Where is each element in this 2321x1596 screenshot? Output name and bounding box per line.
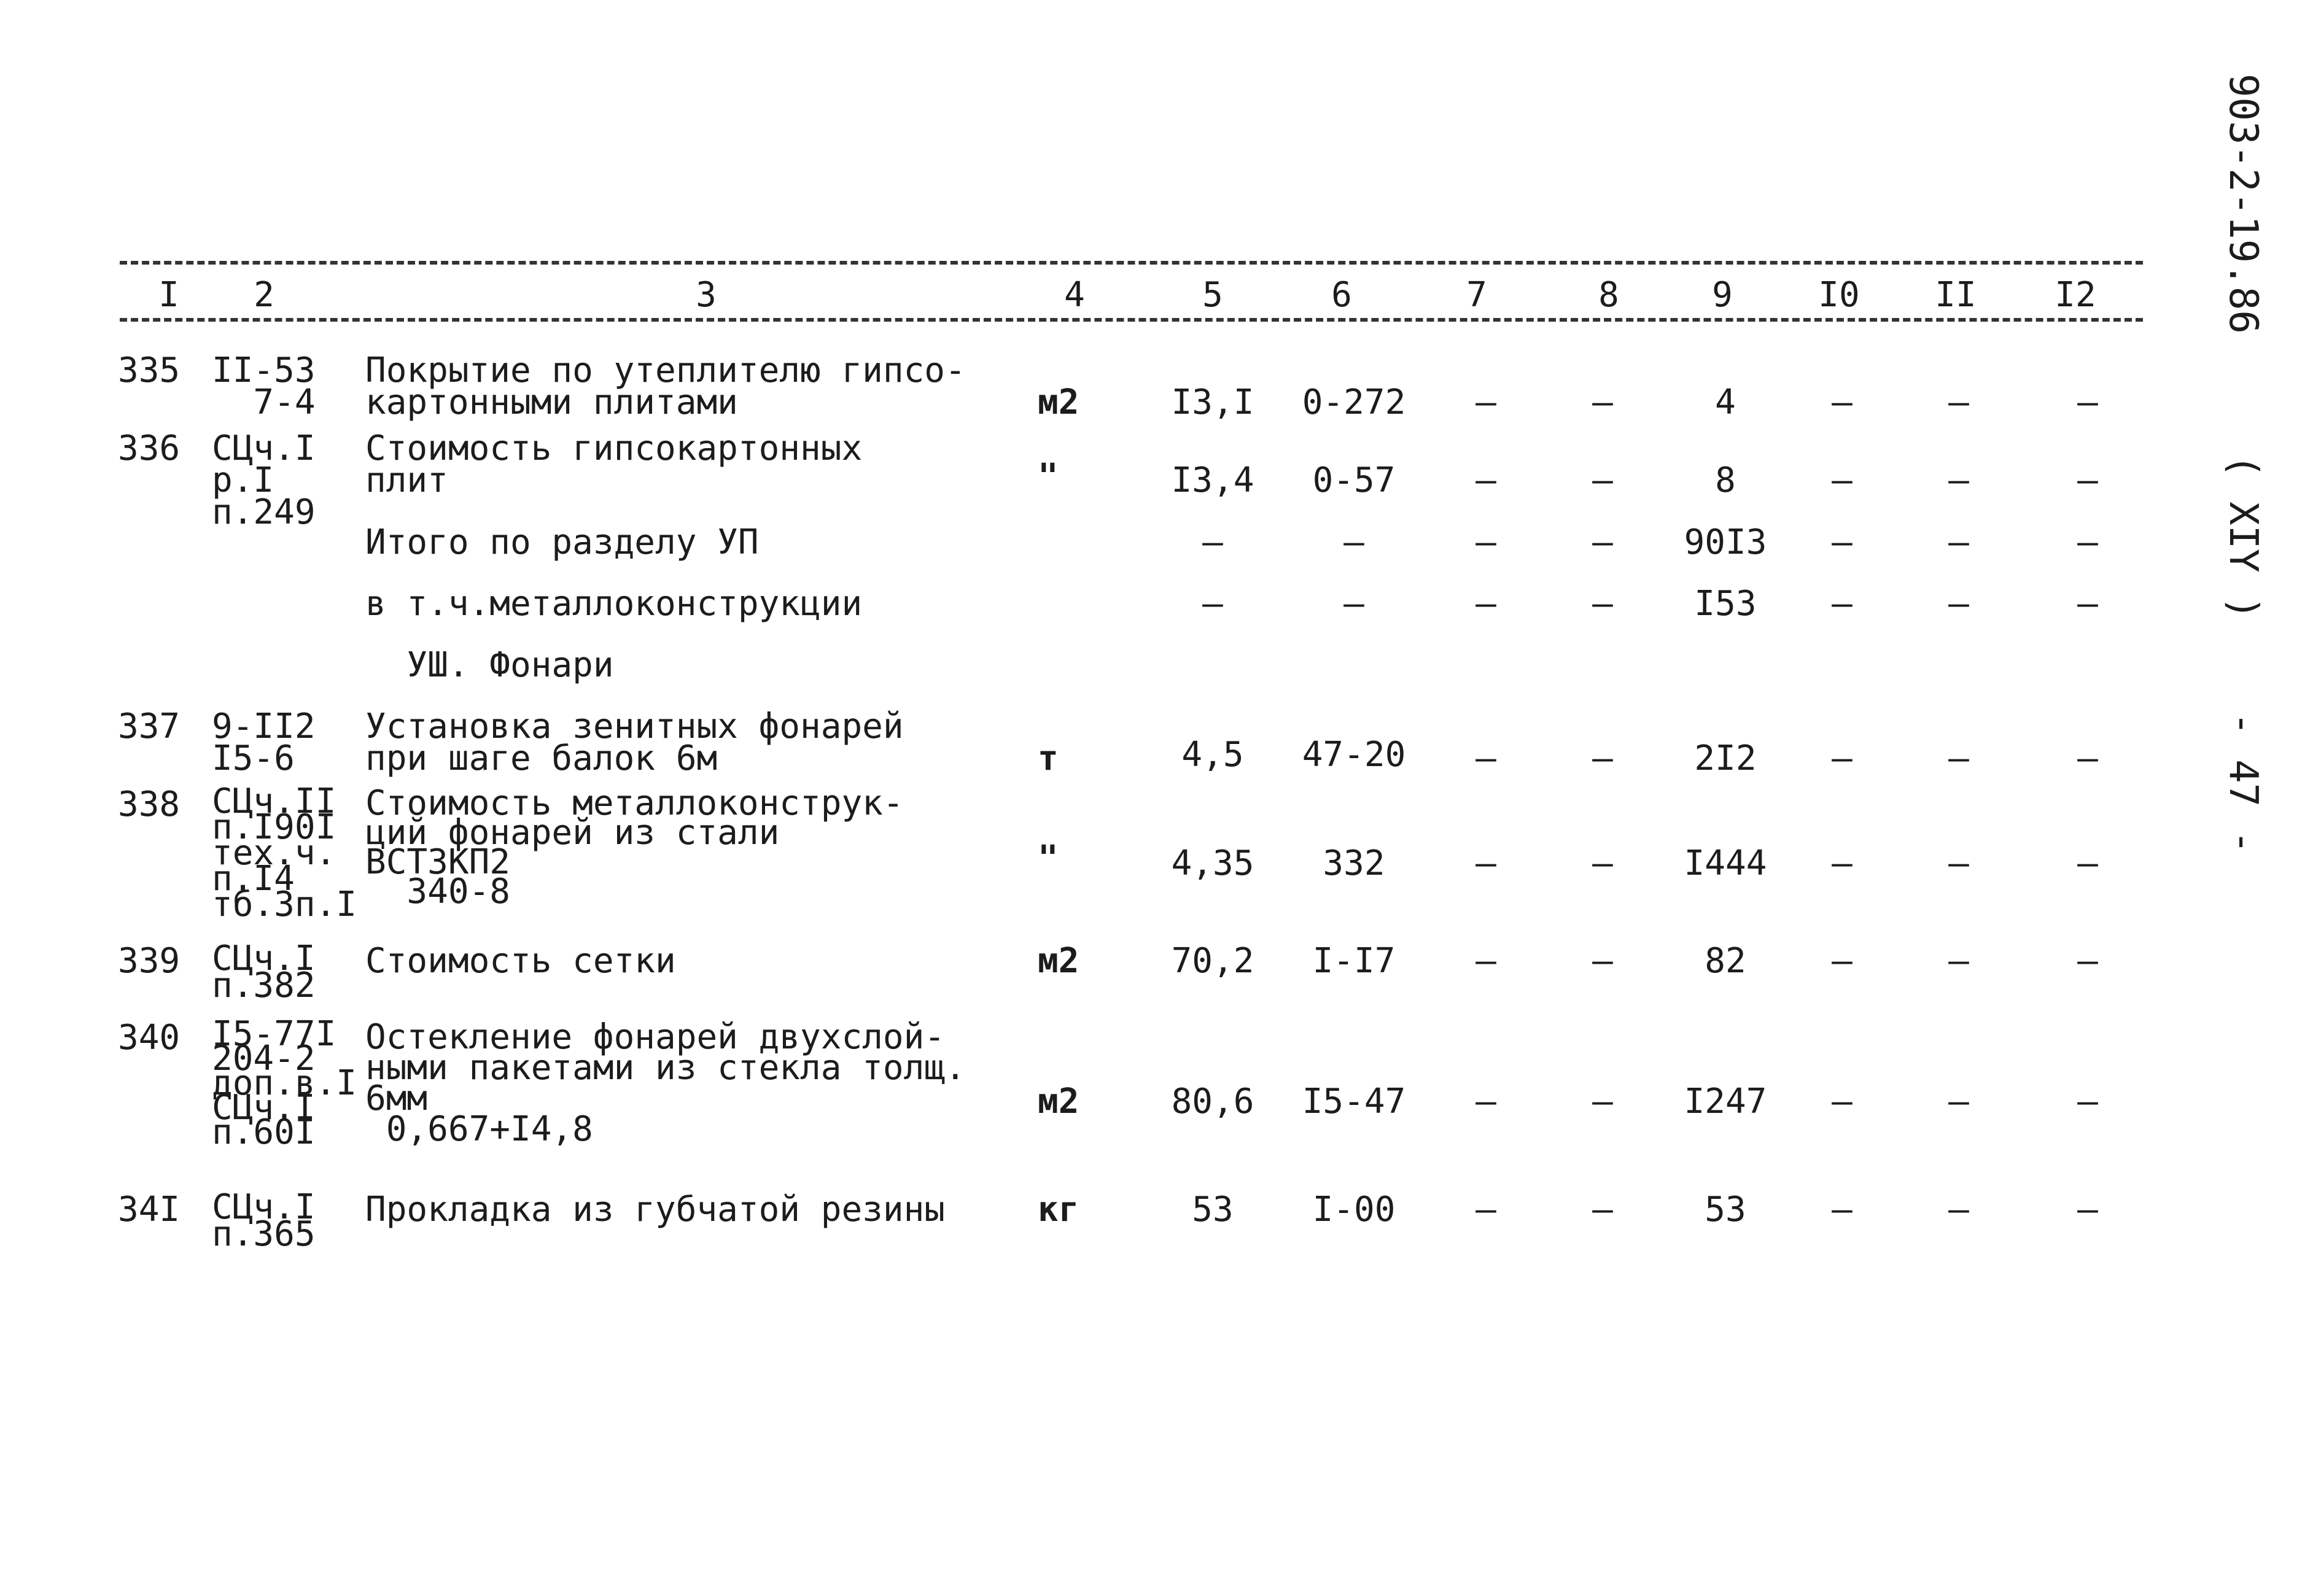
header-col-3: 3 bbox=[696, 275, 717, 315]
row-col-9: I444 bbox=[1684, 843, 1767, 883]
row-col-11: – bbox=[1948, 941, 1969, 981]
row-col-11: – bbox=[1948, 1190, 1969, 1230]
row-number: 338 bbox=[118, 784, 181, 824]
row-col-7: – bbox=[1475, 460, 1496, 500]
row-col-7: – bbox=[1475, 941, 1496, 981]
row-col-10: – bbox=[1832, 584, 1853, 624]
section-heading bbox=[0, 645, 2149, 685]
row-col-12: – bbox=[2077, 460, 2098, 500]
header-col-12: I2 bbox=[2055, 275, 2096, 315]
page-number-margin: - 47 - bbox=[2220, 712, 2266, 854]
row-col-8: – bbox=[1592, 843, 1613, 883]
header-col-11: II bbox=[1935, 275, 1977, 315]
header-col-4: 4 bbox=[1064, 275, 1085, 315]
row-unit: м2 bbox=[1038, 1082, 1079, 1121]
section-title: УШ. Фонари bbox=[365, 645, 614, 685]
row-col-7: – bbox=[1475, 1082, 1496, 1121]
row-col-9: 8 bbox=[1715, 460, 1736, 500]
row-col-10: – bbox=[1832, 1190, 1853, 1230]
row-col-7: – bbox=[1475, 738, 1496, 778]
row-col-12: – bbox=[2077, 843, 2098, 883]
row-unit: " bbox=[1038, 457, 1059, 497]
row-col-6: 0-57 bbox=[1312, 460, 1396, 500]
subtotal-row bbox=[0, 584, 2149, 624]
row-col-5: 80,6 bbox=[1171, 1082, 1254, 1121]
row-col-11: – bbox=[1948, 382, 1969, 422]
row-description: Стоимость металлоконструк- ций фонарей из стали ВСТ3КП2 340-8 bbox=[365, 783, 904, 912]
row-description: Остекление фонарей двухслой- ными пакетами из стекла толщ. 6мм 0,667+I4,8 bbox=[365, 1017, 966, 1149]
row-description: Стоимость сетки bbox=[365, 941, 676, 981]
row-col-10: – bbox=[1832, 941, 1853, 981]
row-col-10: – bbox=[1832, 382, 1853, 422]
row-col-7: – bbox=[1475, 843, 1496, 883]
header-col-6: 6 bbox=[1331, 275, 1352, 315]
row-col-8: – bbox=[1592, 941, 1613, 981]
subtotal-label: Итого по разделу УП bbox=[365, 522, 759, 562]
row-col-9: 53 bbox=[1705, 1190, 1746, 1230]
row-col-11: – bbox=[1948, 1082, 1969, 1121]
row-description: Покрытие по утеплителю гипсо- картонными плитами bbox=[365, 351, 966, 422]
row-col-9: 90I3 bbox=[1684, 522, 1767, 562]
row-col-9: I247 bbox=[1684, 1082, 1767, 1121]
table-row bbox=[0, 351, 2149, 422]
row-unit: т bbox=[1038, 738, 1059, 778]
header-col-1: I bbox=[158, 275, 179, 315]
row-col-12: – bbox=[2077, 1190, 2098, 1230]
row-col-5: 4,5 bbox=[1181, 735, 1244, 775]
row-col-6: 47-20 bbox=[1302, 735, 1406, 775]
row-col-8: – bbox=[1592, 1190, 1613, 1230]
row-col-10: – bbox=[1832, 738, 1853, 778]
header-col-10: I0 bbox=[1818, 275, 1860, 315]
row-col-8: – bbox=[1592, 1082, 1613, 1121]
subtotal-row bbox=[0, 522, 2149, 562]
table-row bbox=[0, 1187, 2149, 1254]
row-col-6: – bbox=[1343, 522, 1364, 562]
row-number: 339 bbox=[118, 941, 181, 981]
row-col-8: – bbox=[1592, 382, 1613, 422]
header-col-2: 2 bbox=[254, 275, 274, 315]
row-description: Установка зенитных фонарей при шаге балок 6м bbox=[365, 707, 904, 778]
row-col-6: – bbox=[1343, 584, 1364, 624]
row-code: I5-77I 204-2 доп.в.I СЦч.I п.60I bbox=[212, 1014, 357, 1152]
row-code: СЦч.I п.382 bbox=[212, 939, 316, 1005]
row-col-6: I-I7 bbox=[1312, 941, 1396, 981]
row-code: II-53 7-4 bbox=[212, 351, 316, 422]
row-col-11: – bbox=[1948, 460, 1969, 500]
row-col-12: – bbox=[2077, 382, 2098, 422]
header-col-7: 7 bbox=[1466, 275, 1487, 315]
row-col-9: 82 bbox=[1705, 941, 1746, 981]
album-number-margin: ( XIY ) bbox=[2220, 454, 2266, 620]
row-code: СЦч.I р.I п.249 bbox=[212, 428, 316, 532]
row-code: 9-II2 I5-6 bbox=[212, 707, 316, 778]
row-col-10: – bbox=[1832, 1082, 1853, 1121]
row-col-5: – bbox=[1202, 584, 1223, 624]
row-col-11: – bbox=[1948, 584, 1969, 624]
row-col-8: – bbox=[1592, 738, 1613, 778]
row-col-8: – bbox=[1592, 522, 1613, 562]
row-number: 335 bbox=[118, 351, 181, 390]
row-col-9: 4 bbox=[1715, 382, 1736, 422]
header-col-5: 5 bbox=[1202, 275, 1223, 315]
row-number: 337 bbox=[118, 707, 181, 746]
subtotal-label: в т.ч.металлоконструкции bbox=[365, 584, 863, 624]
table-row bbox=[0, 939, 2149, 1005]
row-col-12: – bbox=[2077, 522, 2098, 562]
row-col-7: – bbox=[1475, 522, 1496, 562]
row-col-5: 70,2 bbox=[1171, 941, 1254, 981]
table-row bbox=[0, 1014, 2149, 1152]
row-col-6: I5-47 bbox=[1302, 1082, 1406, 1121]
table-row bbox=[0, 707, 2149, 778]
row-col-6: 332 bbox=[1323, 843, 1385, 883]
row-col-8: – bbox=[1592, 584, 1613, 624]
row-number: 336 bbox=[118, 428, 181, 468]
row-col-10: – bbox=[1832, 460, 1853, 500]
row-col-7: – bbox=[1475, 382, 1496, 422]
row-description: Прокладка из губчатой резины bbox=[365, 1190, 946, 1230]
row-unit: м2 bbox=[1038, 382, 1079, 422]
row-number: 34I bbox=[118, 1190, 181, 1230]
row-col-7: – bbox=[1475, 584, 1496, 624]
row-col-7: – bbox=[1475, 1190, 1496, 1230]
row-col-11: – bbox=[1948, 522, 1969, 562]
header-bottom-rule bbox=[120, 318, 2143, 322]
header-col-9: 9 bbox=[1712, 275, 1733, 315]
row-unit: кг bbox=[1038, 1190, 1079, 1230]
row-col-5: 53 bbox=[1192, 1190, 1234, 1230]
row-unit: м2 bbox=[1038, 941, 1079, 981]
row-code: СЦч.II п.I90I тех.ч. п.I4 тб.3п.I bbox=[212, 781, 357, 924]
row-col-10: – bbox=[1832, 843, 1853, 883]
row-col-9: 2I2 bbox=[1694, 738, 1757, 778]
row-col-12: – bbox=[2077, 941, 2098, 981]
row-col-6: 0-272 bbox=[1302, 382, 1406, 422]
row-col-9: I53 bbox=[1694, 584, 1757, 624]
row-number: 340 bbox=[118, 1018, 181, 1058]
row-col-10: – bbox=[1832, 522, 1853, 562]
row-col-12: – bbox=[2077, 584, 2098, 624]
header-top-rule bbox=[120, 261, 2143, 265]
row-col-11: – bbox=[1948, 843, 1969, 883]
row-code: СЦч.I п.365 bbox=[212, 1187, 316, 1254]
row-col-8: – bbox=[1592, 460, 1613, 500]
row-col-5: 4,35 bbox=[1171, 843, 1254, 883]
doc-code-margin: 903-2-19.86 bbox=[2220, 74, 2266, 334]
row-col-5: I3,4 bbox=[1171, 460, 1254, 500]
row-col-5: I3,I bbox=[1171, 382, 1254, 422]
table-row bbox=[0, 781, 2149, 924]
row-col-5: – bbox=[1202, 522, 1223, 562]
row-col-6: I-00 bbox=[1312, 1190, 1396, 1230]
table-row bbox=[0, 428, 2149, 532]
row-description: Стоимость гипсокартонных плит bbox=[365, 428, 863, 500]
row-col-12: – bbox=[2077, 1082, 2098, 1121]
row-col-12: – bbox=[2077, 738, 2098, 778]
row-unit: " bbox=[1038, 839, 1059, 878]
header-col-8: 8 bbox=[1598, 275, 1619, 315]
row-col-11: – bbox=[1948, 738, 1969, 778]
